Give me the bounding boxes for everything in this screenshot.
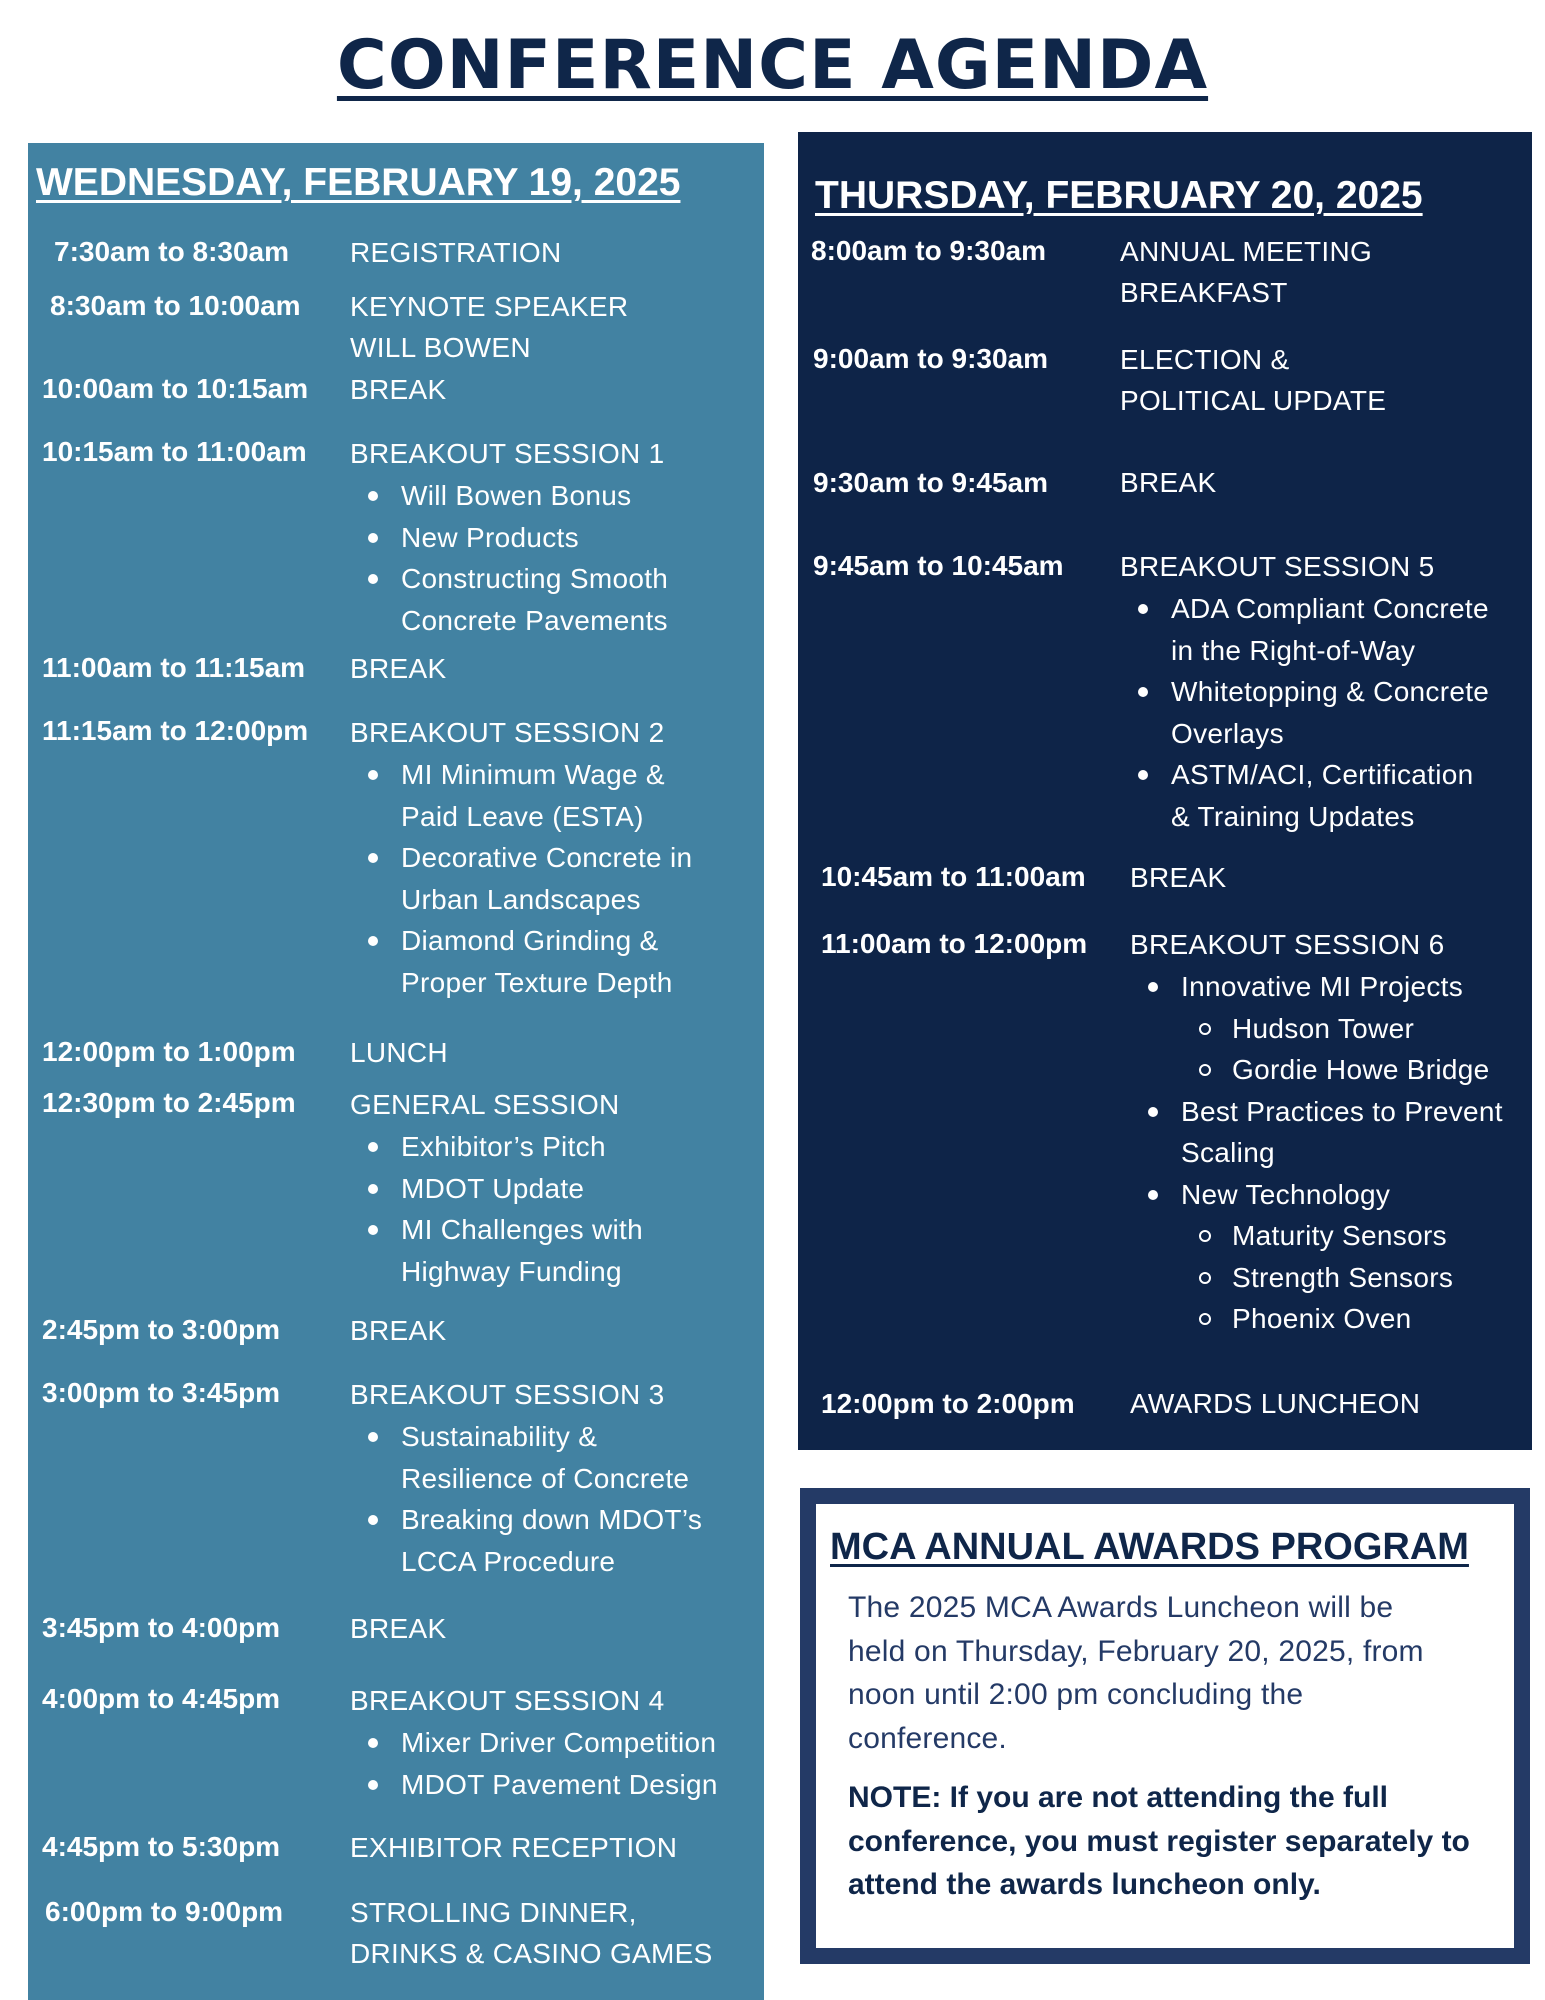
agenda-time: 4:45pm to 5:30pm	[42, 1831, 281, 1862]
session-topic-line: & Training Updates	[1171, 800, 1415, 832]
session-topic-list	[350, 1416, 702, 1582]
agenda-time: 10:00am to 10:15am	[42, 373, 309, 404]
agenda-description	[350, 232, 562, 273]
session-topic-line: MDOT Update	[401, 1172, 585, 1204]
agenda-description	[350, 712, 692, 1003]
agenda-description	[1120, 546, 1489, 837]
session-topic-line: Will Bowen Bonus	[401, 480, 632, 511]
agenda-description	[350, 369, 446, 410]
agenda-time: 11:00am to 12:00pm	[821, 928, 1088, 959]
session-topic-line: Best Practices to Prevent	[1181, 1095, 1503, 1127]
agenda-time: 9:00am to 9:30am	[813, 343, 1049, 374]
agenda-description	[350, 1608, 446, 1649]
page-title: CONFERENCE AGENDA	[336, 26, 1209, 105]
session-topic	[350, 920, 692, 1003]
agenda-title-line: AWARDS LUNCHEON	[1130, 1388, 1421, 1419]
thursday-panel	[798, 132, 1532, 1450]
agenda-time: 3:45pm to 4:00pm	[42, 1612, 281, 1643]
agenda-description	[350, 1374, 702, 1582]
agenda-description	[350, 1084, 643, 1292]
session-topic-line: New Technology	[1181, 1178, 1391, 1210]
session-topic-line: Whitetopping & Concrete	[1171, 676, 1490, 707]
session-topic-line: Diamond Grinding &	[401, 925, 659, 956]
session-topic	[1120, 754, 1489, 837]
session-topic	[350, 558, 668, 641]
session-topic-list	[350, 1126, 643, 1292]
session-topic-line: Proper Texture Depth	[401, 966, 673, 998]
agenda-description	[350, 433, 668, 641]
session-subtopic: Phoenix Oven	[1181, 1298, 1503, 1340]
session-topic	[1120, 671, 1489, 754]
session-subtopic: Gordie Howe Bridge	[1181, 1049, 1503, 1091]
agenda-title-line: LUNCH	[350, 1037, 448, 1068]
agenda-title-line: BREAKFAST	[1120, 277, 1288, 308]
session-topic-line: Exhibitor’s Pitch	[401, 1131, 606, 1162]
session-topic-line: Breaking down MDOT’s	[401, 1504, 703, 1535]
awards-description-line: conference.	[848, 1721, 1007, 1755]
agenda-title-line: GENERAL SESSION	[350, 1089, 620, 1120]
awards-description-line: held on Thursday, February 20, 2025, from	[848, 1634, 1424, 1668]
agenda-description	[350, 1827, 677, 1868]
session-topic	[350, 837, 692, 920]
awards-note-line: attend the awards luncheon only.	[848, 1868, 1321, 1901]
agenda-time: 10:15am to 11:00am	[42, 436, 307, 467]
session-topic-list	[350, 475, 668, 641]
agenda-title-line: BREAKOUT SESSION 5	[1120, 551, 1435, 582]
agenda-time: 11:15am to 12:00pm	[42, 715, 309, 746]
session-topic	[350, 1764, 718, 1806]
agenda-title-line: REGISTRATION	[350, 237, 562, 268]
session-topic-list	[1130, 966, 1503, 1340]
agenda-title-line: BREAK	[350, 374, 447, 405]
session-topic-list	[1120, 588, 1489, 837]
session-topic-line: Decorative Concrete in	[401, 842, 693, 873]
session-topic-line: Paid Leave (ESTA)	[401, 800, 644, 832]
agenda-title-line: POLITICAL UPDATE	[1120, 385, 1387, 416]
agenda-title-line: STROLLING DINNER,	[350, 1897, 637, 1928]
session-topic-line: MI Minimum Wage &	[401, 759, 665, 790]
agenda-description	[1120, 339, 1386, 421]
session-topic-line: MI Challenges with	[401, 1214, 643, 1245]
session-topic	[1120, 588, 1489, 671]
session-topic	[350, 517, 668, 559]
session-topic-line: LCCA Procedure	[401, 1545, 616, 1577]
session-topic	[350, 1209, 643, 1292]
agenda-description	[350, 1892, 713, 1974]
session-topic-line: ASTM/ACI, Certification	[1171, 759, 1474, 790]
agenda-title-line: ANNUAL MEETING	[1120, 236, 1373, 267]
agenda-title-line: BREAK	[1130, 862, 1227, 893]
agenda-description	[1130, 924, 1503, 1340]
session-subtopic: Strength Sensors	[1181, 1257, 1503, 1299]
agenda-title-line: BREAKOUT SESSION 4	[350, 1685, 665, 1716]
agenda-description	[350, 1032, 448, 1073]
session-topic-list	[350, 754, 692, 1003]
agenda-description	[350, 648, 446, 689]
session-topic	[350, 475, 668, 517]
session-topic	[350, 754, 692, 837]
awards-note	[848, 1776, 1470, 1907]
agenda-description	[1130, 857, 1226, 898]
agenda-description	[350, 1310, 446, 1351]
session-topic-line: Constructing Smooth	[401, 563, 669, 594]
session-topic	[350, 1126, 643, 1168]
session-topic-line: ADA Compliant Concrete	[1171, 593, 1489, 624]
agenda-time: 12:00pm to 1:00pm	[42, 1036, 296, 1067]
session-topic-line: Sustainability &	[401, 1421, 598, 1452]
wednesday-heading: WEDNESDAY, FEBRUARY 19, 2025	[36, 161, 681, 204]
session-topic	[350, 1499, 702, 1582]
agenda-time: 3:00pm to 3:45pm	[42, 1377, 281, 1408]
agenda-time: 12:30pm to 2:45pm	[42, 1087, 296, 1118]
session-topic-line: New Products	[401, 521, 579, 553]
awards-title: MCA ANNUAL AWARDS PROGRAM	[830, 1526, 1469, 1568]
agenda-title-line: BREAK	[350, 1315, 447, 1346]
agenda-title-line: BREAKOUT SESSION 3	[350, 1379, 665, 1410]
agenda-time: 10:45am to 11:00am	[821, 861, 1086, 892]
agenda-description	[1120, 462, 1216, 503]
awards-note-line: conference, you must register separately to	[848, 1824, 1470, 1858]
agenda-time: 6:00pm to 9:00pm	[45, 1896, 284, 1927]
thursday-heading: THURSDAY, FEBRUARY 20, 2025	[815, 174, 1423, 217]
agenda-title-line: KEYNOTE SPEAKER	[350, 291, 629, 322]
session-subtopic-list	[1181, 1008, 1503, 1091]
session-topic	[1130, 1091, 1503, 1174]
agenda-title-line: DRINKS & CASINO GAMES	[350, 1938, 713, 1969]
agenda-description	[1130, 1383, 1420, 1424]
agenda-time: 9:30am to 9:45am	[813, 467, 1049, 498]
session-topic-line: Overlays	[1171, 717, 1284, 749]
agenda-time: 8:30am to 10:00am	[50, 290, 301, 321]
wednesday-panel	[28, 143, 764, 2000]
session-topic	[350, 1168, 643, 1210]
session-topic-list	[350, 1722, 718, 1805]
agenda-title-line: BREAK	[1120, 467, 1217, 498]
session-topic-line: Scaling	[1181, 1137, 1275, 1168]
agenda-description	[350, 1680, 718, 1805]
awards-description-line: noon until 2:00 pm concluding the	[848, 1678, 1304, 1711]
agenda-title-line: BREAKOUT SESSION 2	[350, 717, 665, 748]
session-topic-line: Innovative MI Projects	[1181, 971, 1464, 1002]
session-topic	[1130, 1174, 1503, 1340]
agenda-description	[350, 286, 628, 368]
awards-note-line: NOTE: If you are not attending the full	[848, 1781, 1388, 1814]
agenda-title-line: WILL BOWEN	[350, 332, 531, 363]
agenda-title-line: EXHIBITOR RECEPTION	[350, 1832, 678, 1863]
session-topic-line: Urban Landscapes	[401, 883, 641, 915]
agenda-time: 12:00pm to 2:00pm	[821, 1388, 1075, 1419]
session-topic	[1130, 966, 1503, 1091]
session-topic-line: MDOT Pavement Design	[401, 1768, 718, 1800]
agenda-time: 11:00am to 11:15am	[42, 652, 306, 683]
agenda-title-line: BREAKOUT SESSION 6	[1130, 929, 1445, 960]
session-topic	[350, 1722, 718, 1764]
session-topic-line: Resilience of Concrete	[401, 1462, 690, 1494]
session-topic-line: Concrete Pavements	[401, 604, 668, 636]
agenda-time: 2:45pm to 3:00pm	[42, 1314, 281, 1345]
awards-program-box	[800, 1488, 1530, 1964]
awards-description-line: The 2025 MCA Awards Luncheon will be	[848, 1591, 1394, 1624]
agenda-title-line: ELECTION &	[1120, 344, 1290, 375]
agenda-title-line: BREAKOUT SESSION 1	[350, 438, 665, 469]
session-topic	[350, 1416, 702, 1499]
session-subtopic-list	[1181, 1215, 1503, 1340]
session-subtopic: Maturity Sensors	[1181, 1215, 1503, 1257]
session-subtopic: Hudson Tower	[1181, 1008, 1503, 1050]
agenda-time: 7:30am to 8:30am	[54, 236, 290, 267]
agenda-time: 4:00pm to 4:45pm	[42, 1683, 281, 1714]
awards-description	[848, 1586, 1424, 1760]
agenda-title-line: BREAK	[350, 1613, 447, 1644]
session-topic-line: Highway Funding	[401, 1255, 622, 1287]
agenda-time: 8:00am to 9:30am	[811, 235, 1047, 266]
agenda-description	[1120, 231, 1372, 313]
agenda-time: 9:45am to 10:45am	[813, 550, 1064, 581]
agenda-title-line: BREAK	[350, 653, 447, 684]
session-topic-line: in the Right-of-Way	[1171, 634, 1416, 666]
session-topic-line: Mixer Driver Competition	[401, 1727, 717, 1758]
awards-program-content	[816, 1504, 1514, 1948]
